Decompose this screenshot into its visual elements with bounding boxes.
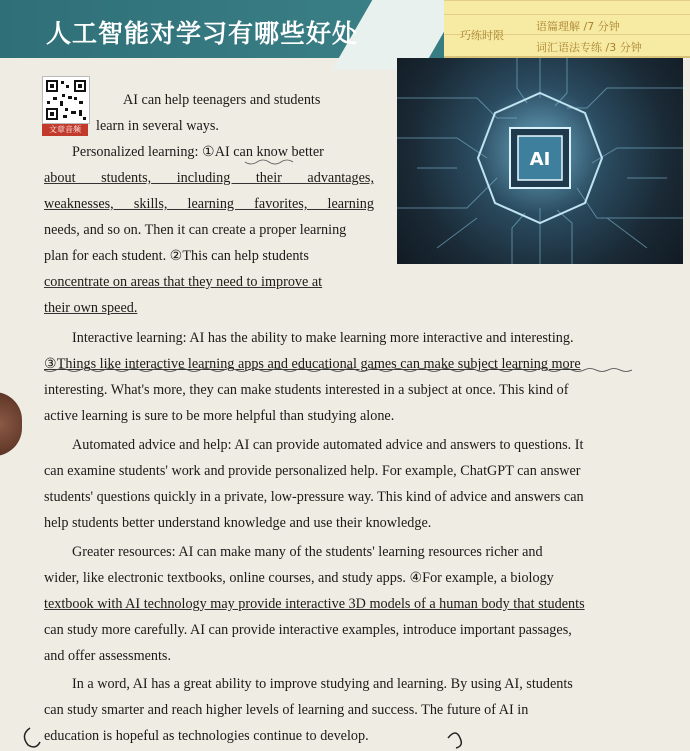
p3-line-2: ③Things like interactive learning apps and educational games can make subject learning more xyxy=(44,356,581,372)
p2-line-4: needs, and so on. Then it can create a proper learning xyxy=(44,222,347,238)
p3-line-1: Interactive learning: AI has the ability to make learning more interactive and interesting. xyxy=(72,330,574,346)
p4-line-3: students' questions quickly in a private, low-pressure way. This kind of advice and answers can xyxy=(44,489,584,505)
p1-line-2: learn in several ways. xyxy=(96,118,219,134)
p5-line-3: textbook with AI technology may provide interactive 3D models of a human body that students xyxy=(44,596,585,612)
p2-line-6: concentrate on areas that they need to improve at xyxy=(44,274,323,290)
p3-line-4: active learning is sure to be more helpful than studying alone. xyxy=(44,408,395,424)
p5-line-4: can study more carefully. AI can provide interactive examples, introduce important passages, xyxy=(44,622,572,638)
p5-line-5: and offer assessments. xyxy=(44,648,172,664)
p3-line-3: interesting. What's more, they can make students interested in a subject at once. This kind of xyxy=(44,382,569,398)
p5-line-1: Greater resources: AI can make many of the students' learning resources richer and xyxy=(72,544,543,560)
pen-scribble-mark xyxy=(448,733,461,748)
p6-line-1: In a word, AI has a great ability to improve studying and learning. By using AI, students xyxy=(72,676,573,692)
practice-time-label: 巧练时限 xyxy=(460,29,504,42)
p2-line-2: about students, including their advantages, xyxy=(44,170,374,186)
pen-bracket-mark xyxy=(24,728,40,747)
p6-line-2: can study smarter and reach higher levels of learning and success. The future of AI in xyxy=(44,702,529,718)
wavy-underline-mark-2 xyxy=(44,369,632,372)
wavy-underline-mark xyxy=(245,160,293,164)
page-title: 人工智能对学习有哪些好处 xyxy=(46,19,359,48)
practice-item-2: 词汇语法专练 /3 分钟 xyxy=(536,41,642,54)
p4-line-1: Automated advice and help: AI can provide automated advice and answers to questions. It xyxy=(72,437,584,453)
qr-label: 文章音频 xyxy=(42,124,88,136)
p4-line-4: help students better understand knowledge and use their knowledge. xyxy=(44,515,432,531)
p2-line-5: plan for each student. ②This can help students xyxy=(44,248,309,264)
p2-line-7: their own speed. xyxy=(44,300,138,316)
p4-line-2: can examine students' work and provide personalized help. For example, ChatGPT can answer xyxy=(44,463,581,479)
practice-item-1: 语篇理解 /7 分钟 xyxy=(536,20,620,33)
p2-line-3: weaknesses, skills, learning favorites, learning xyxy=(44,196,374,212)
p6-line-3: education is hopeful as technologies continue to develop. xyxy=(44,728,369,744)
p5-line-2: wider, like electronic textbooks, online courses, and study apps. ④For example, a biology xyxy=(44,570,554,586)
ai-chip-text: AI xyxy=(529,149,551,170)
p1-line-1: AI can help teenagers and students xyxy=(123,92,321,108)
p2-line-1: Personalized learning: ①AI can know better xyxy=(72,144,324,160)
